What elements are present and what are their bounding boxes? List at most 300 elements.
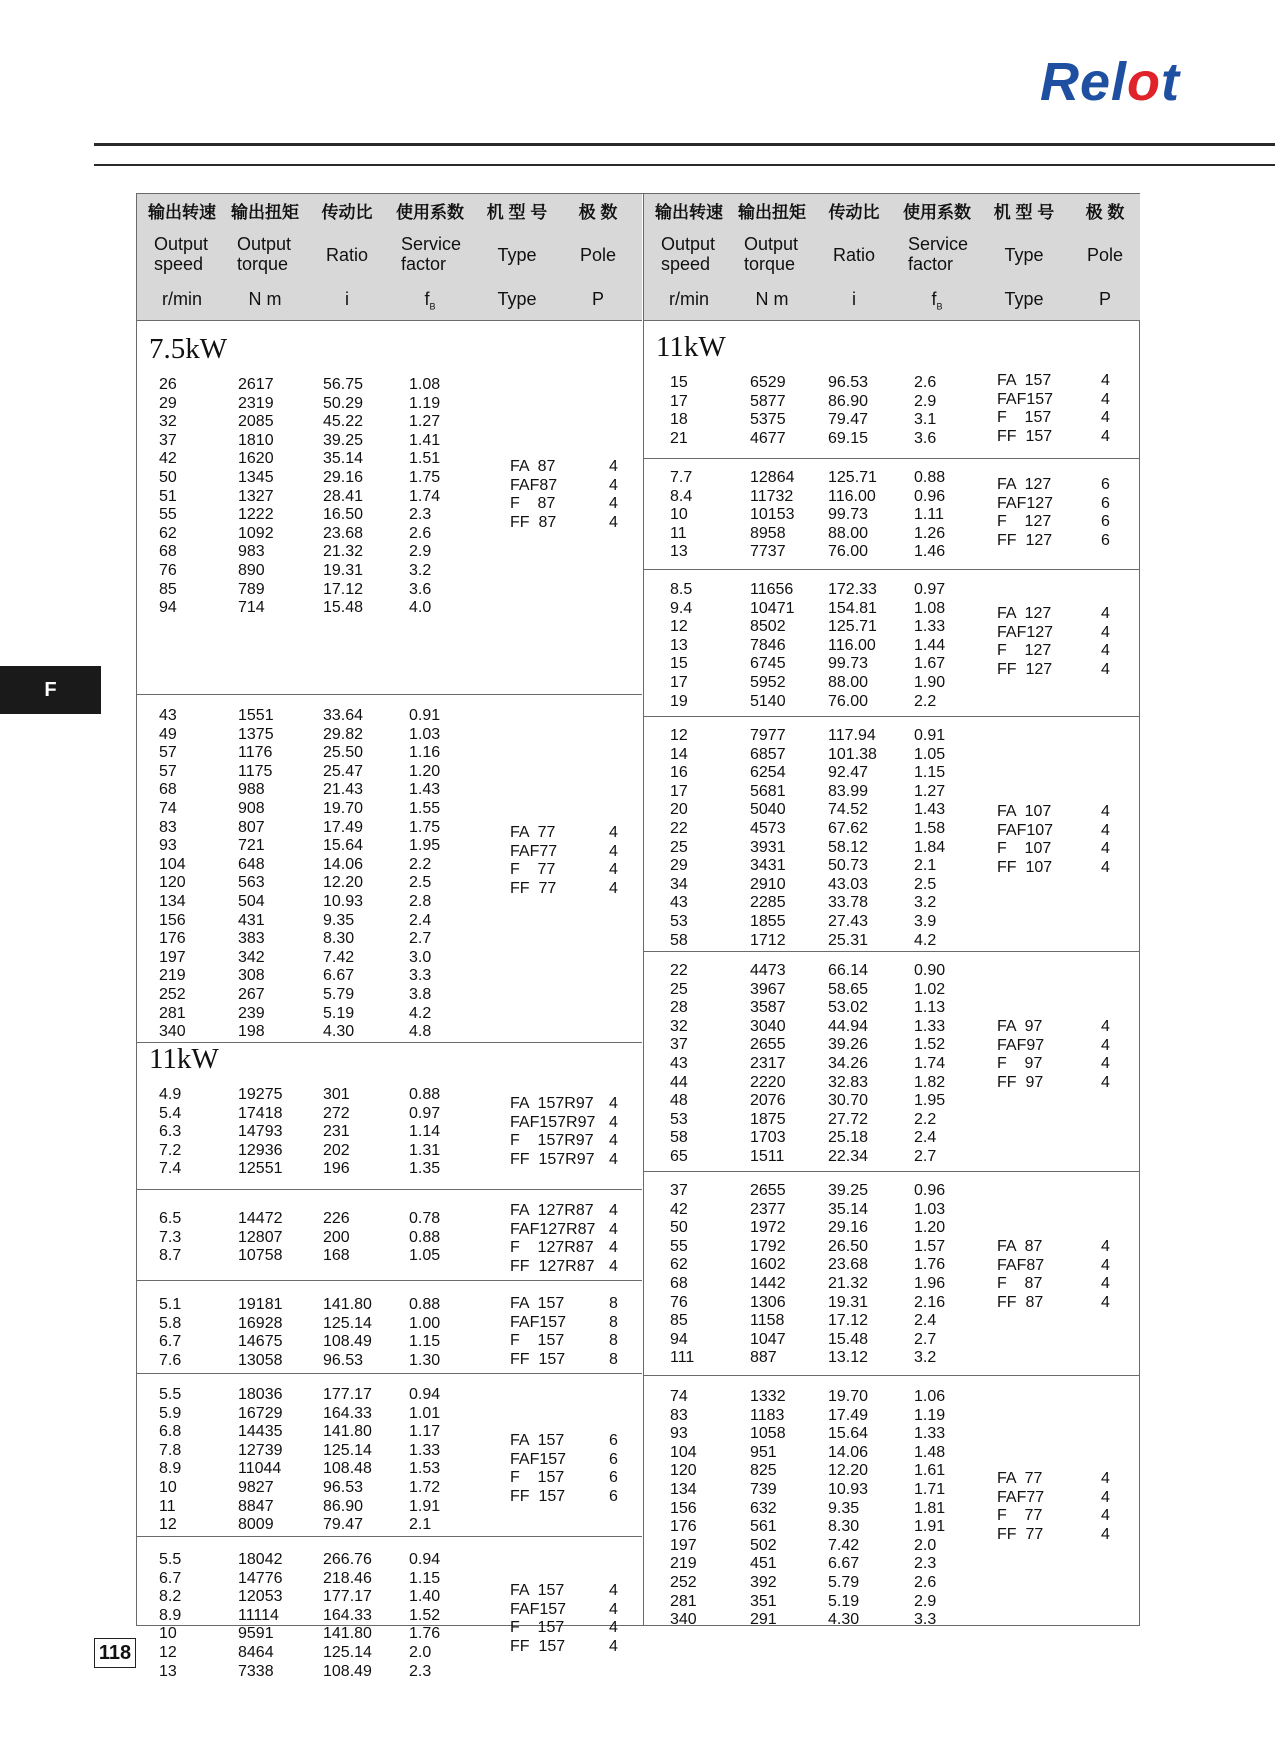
cell-speed: 5.1 — [159, 1296, 182, 1313]
data-rows — [644, 581, 1140, 711]
table-section — [137, 1373, 642, 1537]
table-row — [644, 1593, 1140, 1612]
cell-service-factor: 1.15 — [409, 1569, 441, 1587]
cell-service-factor: 1.05 — [409, 1247, 441, 1265]
header-sf-cn: 使用系数 — [396, 203, 464, 222]
cell-service-factor: 1.19 — [914, 1406, 946, 1424]
cell-service-factor: 1.02 — [914, 980, 946, 998]
cell-service-factor: 1.91 — [409, 1497, 441, 1515]
cell-torque: 1332 — [750, 1388, 786, 1405]
header-sf-unit-symbol: $f_B$ — [424, 289, 436, 312]
cell-service-factor: 2.0 — [409, 1643, 432, 1661]
cell-ratio: 17.12 — [828, 1312, 869, 1330]
cell-torque: 19181 — [238, 1296, 283, 1313]
cell-torque: 1810 — [238, 431, 274, 449]
cell-ratio: 44.94 — [828, 1017, 869, 1035]
table-row — [644, 1331, 1140, 1350]
cell-speed: 49 — [159, 725, 177, 743]
cell-service-factor: 1.71 — [914, 1480, 946, 1498]
cell-torque: 7737 — [750, 543, 786, 561]
cell-ratio: 96.53 — [828, 374, 869, 391]
cell-speed: 28 — [670, 999, 688, 1017]
cell-type: FAF87 — [997, 1256, 1045, 1274]
table-row — [644, 1275, 1140, 1294]
cell-pole: 4 — [609, 1132, 618, 1150]
cell-ratio: 86.90 — [828, 392, 869, 410]
cell-service-factor: 4.0 — [409, 599, 432, 617]
data-rows — [137, 707, 642, 1042]
cell-torque: 2285 — [750, 894, 786, 912]
cell-service-factor: 1.44 — [914, 636, 946, 654]
cell-speed: 76 — [670, 1293, 688, 1311]
cell-speed: 53 — [670, 1110, 688, 1128]
cell-ratio: 196 — [323, 1160, 350, 1178]
header-torque-unit: N m — [248, 289, 282, 309]
cell-service-factor: 2.6 — [914, 1573, 937, 1591]
cell-torque: 16928 — [238, 1314, 283, 1332]
header-torque-cn: 输出扭矩 — [738, 203, 806, 222]
header-ratio-cn: 传动比 — [321, 203, 373, 222]
header-pole-cn: 极 数 — [1085, 203, 1125, 222]
cell-service-factor: 0.88 — [409, 1228, 441, 1246]
power-rating: 11kW — [149, 1043, 219, 1075]
cell-speed: 7.6 — [159, 1351, 182, 1369]
cell-type: FAF157 — [510, 1450, 567, 1468]
cell-service-factor: 2.3 — [409, 1662, 432, 1680]
cell-torque: 4473 — [750, 962, 786, 979]
cell-service-factor: 2.0 — [914, 1536, 937, 1554]
cell-type: FAF127 — [997, 494, 1054, 512]
cell-service-factor: 3.1 — [914, 411, 937, 429]
table-row — [644, 374, 1140, 393]
header-sf-unit — [389, 288, 471, 318]
table-row — [137, 912, 642, 931]
cell-ratio: 30.70 — [828, 1092, 869, 1110]
cell-torque: 1175 — [238, 762, 273, 780]
cell-ratio: 301 — [323, 1086, 350, 1103]
cell-pole: 4 — [1101, 1507, 1110, 1525]
cell-service-factor: 1.15 — [914, 764, 946, 782]
cell-speed: 50 — [159, 468, 177, 486]
cell-speed: 29 — [159, 394, 177, 412]
cell-pole: 8 — [609, 1332, 618, 1350]
cell-torque: 11732 — [750, 487, 794, 505]
table-row — [137, 432, 642, 451]
table-section — [644, 1171, 1140, 1376]
cell-service-factor: 2.2 — [914, 1110, 937, 1128]
cell-ratio: 29.82 — [323, 725, 364, 743]
cell-service-factor: 1.91 — [914, 1518, 946, 1536]
cell-torque: 2317 — [750, 1054, 786, 1072]
cell-speed: 5.5 — [159, 1551, 182, 1568]
cell-pole: 4 — [609, 513, 618, 531]
table-row — [644, 913, 1140, 932]
cell-pole: 4 — [1101, 1073, 1110, 1091]
cell-speed: 48 — [670, 1092, 688, 1110]
cell-pole: 4 — [1101, 372, 1110, 389]
cell-pole: 6 — [1101, 513, 1110, 531]
brand-logo: Relot — [1040, 52, 1181, 112]
cell-speed: 219 — [159, 967, 186, 985]
header-pole-en: Pole — [1086, 245, 1124, 265]
cell-ratio: 35.14 — [828, 1200, 869, 1218]
cell-service-factor: 1.90 — [914, 673, 946, 691]
table-row — [137, 949, 642, 968]
cell-pole: 4 — [1101, 409, 1110, 427]
header-type-en: Type — [497, 245, 537, 265]
cell-torque: 1058 — [750, 1425, 786, 1443]
table-row — [644, 1148, 1140, 1167]
cell-ratio: 17.12 — [323, 580, 364, 598]
cell-ratio: 29.16 — [323, 468, 364, 486]
cell-torque: 5681 — [750, 782, 786, 800]
cell-type: FA 157 — [510, 1582, 565, 1599]
cell-speed: 111 — [670, 1349, 695, 1367]
cell-ratio: 13.12 — [828, 1349, 869, 1367]
cell-service-factor: 1.43 — [914, 801, 946, 819]
cell-type: FAF77 — [997, 1488, 1045, 1506]
cell-type: FA 127 — [997, 605, 1052, 622]
cell-service-factor: 1.52 — [409, 1606, 441, 1624]
cell-speed: 7.8 — [159, 1441, 182, 1459]
cell-torque: 988 — [238, 781, 265, 799]
cell-service-factor: 2.9 — [914, 1592, 937, 1610]
header-type-cn: 机 型 号 — [993, 203, 1055, 222]
cell-service-factor: 1.74 — [409, 487, 441, 505]
cell-ratio: 39.26 — [828, 1036, 869, 1054]
cell-speed: 12 — [159, 1643, 177, 1661]
cell-speed: 5.5 — [159, 1386, 182, 1403]
cell-torque: 10471 — [750, 599, 795, 617]
cell-torque: 1855 — [750, 912, 786, 930]
cell-speed: 37 — [670, 1182, 688, 1199]
cell-speed: 83 — [670, 1406, 688, 1424]
cell-speed: 74 — [159, 799, 177, 817]
header-torque-en — [225, 234, 317, 274]
cell-ratio: 172.33 — [828, 581, 877, 598]
header-speed-en — [649, 234, 741, 274]
table-row — [644, 1219, 1140, 1238]
cell-speed: 120 — [670, 1462, 697, 1480]
cell-ratio: 5.79 — [323, 985, 355, 1003]
cell-service-factor: 1.30 — [409, 1351, 441, 1369]
cell-service-factor: 2.6 — [409, 524, 432, 542]
table-row — [644, 1092, 1140, 1111]
cell-speed: 10 — [159, 1625, 177, 1643]
cell-service-factor: 1.48 — [914, 1443, 946, 1461]
cell-speed: 42 — [159, 450, 177, 468]
table-row — [644, 693, 1140, 712]
header-sf-unit — [896, 288, 978, 318]
cell-speed: 57 — [159, 762, 177, 780]
cell-service-factor: 2.1 — [914, 857, 937, 875]
cell-pole: 4 — [609, 1600, 618, 1618]
cell-torque: 11044 — [238, 1460, 282, 1478]
cell-type: F 107 — [997, 840, 1052, 858]
header-torque-en-line1: Output — [237, 234, 292, 254]
power-rating: 11kW — [656, 331, 726, 363]
cell-torque: 1551 — [238, 707, 274, 724]
cell-pole: 4 — [609, 1637, 618, 1655]
table-row — [644, 525, 1140, 544]
table-row — [137, 800, 642, 819]
cell-torque: 502 — [750, 1536, 777, 1554]
cell-speed: 37 — [159, 431, 177, 449]
cell-speed: 58 — [670, 1129, 688, 1147]
cell-speed: 5.9 — [159, 1404, 182, 1422]
cell-torque: 2655 — [750, 1182, 786, 1199]
header-torque-en-line1: Output — [744, 234, 799, 254]
cell-ratio: 33.64 — [323, 707, 364, 724]
table-row — [644, 1018, 1140, 1037]
cell-service-factor: 1.11 — [914, 506, 944, 524]
cell-ratio: 12.20 — [323, 874, 364, 892]
cell-service-factor: 0.94 — [409, 1551, 441, 1568]
cell-torque: 1327 — [238, 487, 274, 505]
power-rating: 7.5kW — [149, 333, 228, 365]
cell-torque: 4573 — [750, 819, 786, 837]
cell-service-factor: 1.31 — [409, 1141, 441, 1159]
cell-type: F 127 — [997, 513, 1052, 531]
cell-ratio: 12.20 — [828, 1462, 869, 1480]
cell-service-factor: 2.4 — [914, 1129, 937, 1147]
table-row — [137, 599, 642, 618]
table-row — [644, 1518, 1140, 1537]
cell-service-factor: 1.03 — [914, 1200, 946, 1218]
table-row — [644, 981, 1140, 1000]
cell-ratio: 53.02 — [828, 999, 869, 1017]
cell-torque: 12864 — [750, 469, 795, 486]
cell-torque: 19275 — [238, 1086, 283, 1103]
table-row — [137, 1423, 642, 1442]
cell-speed: 8.9 — [159, 1460, 182, 1478]
cell-torque: 12551 — [238, 1160, 283, 1178]
cell-pole: 4 — [1101, 1525, 1110, 1543]
cell-torque: 9827 — [238, 1478, 274, 1496]
cell-service-factor: 0.88 — [409, 1296, 441, 1313]
cell-ratio: 125.71 — [828, 618, 877, 636]
table-row — [137, 1460, 642, 1479]
table-row — [644, 1111, 1140, 1130]
cell-pole: 4 — [609, 1150, 618, 1168]
table-row — [644, 999, 1140, 1018]
cell-speed: 76 — [159, 561, 177, 579]
cell-service-factor: 1.52 — [914, 1036, 946, 1054]
table-row — [137, 1498, 642, 1517]
header-torque-en-line2: torque — [744, 254, 796, 274]
table-row — [137, 1663, 642, 1682]
cell-service-factor: 2.8 — [409, 892, 432, 910]
cell-speed: 8.7 — [159, 1247, 182, 1265]
cell-torque: 563 — [238, 874, 265, 892]
cell-service-factor: 1.27 — [409, 413, 441, 431]
cell-speed: 8.9 — [159, 1606, 182, 1624]
cell-type: FAF107 — [997, 821, 1054, 839]
table-row — [137, 450, 642, 469]
cell-speed: 13 — [159, 1662, 177, 1680]
table-row — [137, 1352, 642, 1371]
table-row — [137, 744, 642, 763]
data-rows — [644, 374, 1140, 448]
cell-service-factor: 3.3 — [409, 967, 432, 985]
cell-type: FA 107 — [997, 803, 1052, 820]
data-rows — [137, 1296, 642, 1370]
cell-service-factor: 1.20 — [409, 762, 441, 780]
cell-ratio: 28.41 — [323, 487, 364, 505]
cell-ratio: 108.49 — [323, 1333, 372, 1351]
table-row — [644, 618, 1140, 637]
cell-speed: 6.5 — [159, 1210, 182, 1227]
cell-ratio: 88.00 — [828, 673, 869, 691]
cell-speed: 12 — [670, 727, 688, 744]
cell-service-factor: 0.91 — [409, 707, 441, 724]
cell-ratio: 50.73 — [828, 857, 869, 875]
header-sf-en-line2: factor — [908, 254, 954, 274]
header-ratio-unit: i — [852, 289, 856, 309]
table-row — [137, 781, 642, 800]
cell-ratio: 25.50 — [323, 744, 364, 762]
cell-pole: 4 — [609, 879, 618, 897]
header-type-en: Type — [1004, 245, 1044, 265]
cell-type: FAF97 — [997, 1036, 1045, 1054]
cell-service-factor: 1.95 — [409, 837, 441, 855]
cell-service-factor: 0.96 — [914, 1182, 946, 1199]
header-speed-cn: 输出转速 — [148, 203, 216, 222]
cell-service-factor: 0.91 — [914, 727, 946, 744]
cell-service-factor: 1.75 — [409, 468, 441, 486]
cell-speed: 58 — [670, 931, 688, 949]
cell-pole: 6 — [1101, 531, 1110, 549]
table-row — [137, 525, 642, 544]
cell-ratio: 58.12 — [828, 838, 869, 856]
table-row — [137, 726, 642, 745]
cell-ratio: 17.49 — [828, 1406, 869, 1424]
cell-torque: 16729 — [238, 1404, 283, 1422]
selection-table — [136, 193, 1140, 1680]
cell-service-factor: 0.96 — [914, 487, 946, 505]
cell-torque: 6857 — [750, 745, 786, 763]
table-row — [137, 1588, 642, 1607]
cell-speed: 68 — [159, 543, 177, 561]
cell-ratio: 108.48 — [323, 1460, 372, 1478]
cell-speed: 94 — [670, 1330, 688, 1348]
cell-service-factor: 0.90 — [914, 962, 946, 979]
table-row — [137, 763, 642, 782]
table-row — [137, 1625, 642, 1644]
cell-ratio: 58.65 — [828, 980, 869, 998]
cell-speed: 12 — [670, 618, 688, 636]
cell-type: FF 97 — [997, 1073, 1044, 1091]
cell-service-factor: 1.08 — [409, 376, 441, 393]
cell-speed: 10 — [670, 506, 688, 524]
cell-torque: 14793 — [238, 1123, 283, 1141]
cell-type: FF 127 — [997, 531, 1053, 549]
page-number: 118 — [94, 1638, 136, 1668]
table-header — [137, 194, 642, 321]
cell-ratio: 177.17 — [323, 1588, 372, 1606]
table-row — [644, 1201, 1140, 1220]
cell-ratio: 29.16 — [828, 1219, 869, 1237]
table-row — [644, 1611, 1140, 1630]
cell-torque: 3040 — [750, 1017, 786, 1035]
cell-torque: 739 — [750, 1480, 777, 1498]
cell-service-factor: 1.43 — [409, 781, 441, 799]
cell-torque: 1511 — [750, 1147, 785, 1165]
cell-pole: 6 — [609, 1450, 618, 1468]
cell-pole: 4 — [1101, 803, 1110, 820]
cell-ratio: 25.31 — [828, 931, 869, 949]
cell-torque: 7977 — [750, 727, 786, 744]
header-speed-unit: r/min — [162, 289, 202, 309]
table-row — [137, 376, 642, 395]
table-row — [644, 1388, 1140, 1407]
table-row — [137, 1333, 642, 1352]
header-pole-en: Pole — [579, 245, 617, 265]
cell-service-factor: 1.58 — [914, 819, 946, 837]
cell-ratio: 10.93 — [828, 1480, 869, 1498]
table-row — [644, 1349, 1140, 1368]
cell-torque: 9591 — [238, 1625, 274, 1643]
cell-speed: 219 — [670, 1555, 697, 1573]
cell-torque: 18036 — [238, 1386, 283, 1403]
cell-pole: 4 — [1101, 623, 1110, 641]
cell-torque: 14675 — [238, 1333, 283, 1351]
table-row — [137, 1005, 642, 1024]
cell-service-factor: 0.88 — [914, 469, 946, 486]
cell-type: F 127R87 — [510, 1239, 594, 1257]
table-row — [137, 1516, 642, 1535]
table-header — [644, 194, 1140, 321]
cell-ratio: 141.80 — [323, 1625, 372, 1643]
table-row — [137, 488, 642, 507]
cell-torque: 6529 — [750, 374, 786, 391]
header-sf-unit-subscript: B — [936, 301, 943, 312]
cell-speed: 134 — [670, 1480, 697, 1498]
header-torque-en — [732, 234, 824, 274]
cell-torque: 10758 — [238, 1247, 283, 1265]
cell-pole: 4 — [609, 1239, 618, 1257]
cell-service-factor: 1.95 — [914, 1092, 946, 1110]
cell-torque: 5952 — [750, 673, 786, 691]
table-row — [644, 876, 1140, 895]
cell-type: FF 77 — [997, 1525, 1044, 1543]
cell-type: FAF127R87 — [510, 1220, 596, 1238]
table-row — [137, 506, 642, 525]
cell-ratio: 5.79 — [828, 1573, 860, 1591]
cell-ratio: 116.00 — [828, 636, 876, 654]
cell-torque: 1183 — [750, 1406, 785, 1424]
cell-ratio: 4.30 — [323, 1023, 355, 1041]
cell-torque: 308 — [238, 967, 265, 985]
header-speed-en-line1: Output — [154, 234, 209, 254]
cell-service-factor: 0.97 — [914, 581, 946, 598]
cell-type: FAF157 — [510, 1313, 567, 1331]
cell-torque: 6745 — [750, 655, 786, 673]
cell-ratio: 125.71 — [828, 469, 877, 486]
cell-service-factor: 1.05 — [914, 745, 946, 763]
table-row — [137, 1296, 642, 1315]
table-row — [644, 1182, 1140, 1201]
cell-pole: 4 — [609, 861, 618, 879]
cell-ratio: 45.22 — [323, 413, 364, 431]
cell-ratio: 39.25 — [828, 1182, 869, 1199]
table-section — [137, 694, 642, 1043]
cell-speed: 74 — [670, 1388, 688, 1405]
cell-speed: 43 — [670, 1054, 688, 1072]
header-type-unit: Type — [1004, 289, 1044, 309]
table-row — [137, 1479, 642, 1498]
cell-type: FF 77 — [510, 879, 557, 897]
